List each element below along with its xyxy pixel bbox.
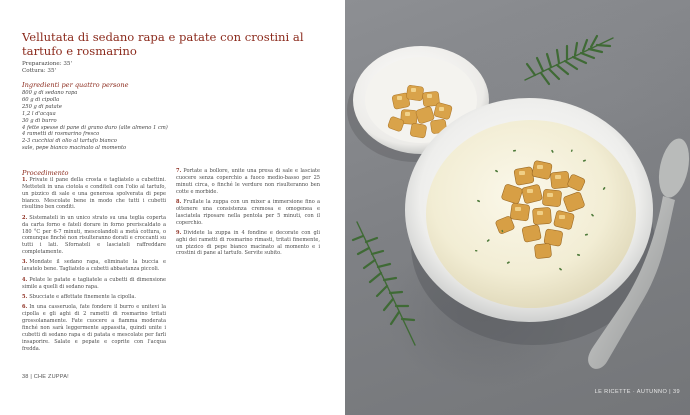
step-number: 4. [22,276,28,283]
ingredients-list [22,90,168,152]
step-text: Frullate la zuppa con un mixer a immersione fino a ottenere una consistenza cremosa e omogenea e lasciatela riposare nella pentola per 5 minuti, con il coperchio. [176,198,320,226]
ingredient-item: 4 fette spesse di pane di grano duro (alte almeno 1 cm) [22,124,168,131]
rosemary-sprig-icon [353,222,415,345]
recipe-times [22,61,72,76]
step-number: 9. [176,229,182,236]
procedure-step [22,304,166,352]
left-page-folio: 38 | CHE ZUPPA! [22,374,69,380]
procedure-step [176,199,320,226]
step-text: Sistemateli in un unico strato su una teglia coperta da carta forno e fateli dorare in forno preriscaldato a 180 °C per 6-7 minuti, mescolandoli a metà cottura, o comunque finché non risulteranno dorati e croccanti su tutti i lati. Sfornateli e lasciateli raffreddare completamente. [22,214,166,256]
procedure-step [22,277,166,291]
procedure-step [176,230,320,257]
ingredient-item: 4 rametti di rosmarino fresco [22,131,100,138]
ingredient-item: 30 g di burro [22,117,57,124]
right-page-photo [345,0,690,415]
ingredient-item: 800 g di sedano rapa [22,90,78,96]
rosemary-sprig-icon [525,36,613,84]
procedure-column-1 [22,177,166,356]
ingredients-heading: Ingredienti per quattro persone [22,81,129,89]
right-page-folio: LE RICETTE · AUTUNNO | 39 [594,389,680,395]
ingredient-item: 60 g di cipolla [22,96,60,103]
recipe-title: Vellutata di sedano rapa e patate con crostini al tartufo e rosmarino [22,30,304,58]
procedure-step [22,259,166,273]
step-text: In una casseruola, fate fondere il burro e unitevi la cipolla e gli aghi di 2 rametti di rosmarino tritati grossolanamente. Fate cuocere a fiamma moderata finché non sarà leggermente appassita, quindi unite i cubetti di sedano rapa e di patata e mescolate per farli insaporire. Salate e pepate e coprite con l'acqua fredda. [22,304,166,352]
step-number: 7. [176,168,182,174]
step-text: Dividete la zuppa in 4 fondine e decorate con gli aghi dei rametti di rosmarino rimasti, tritati finemente, un pizzico di pepe bianco macinato al momento e i crostini di pane al tartufo. Servite subito. [176,229,320,257]
ingredient-item: 2-3 cucchiai di olio al tartufo bianco [22,138,117,145]
step-number: 3. [22,259,28,266]
cook-time: Cottura: 35' [22,68,57,75]
procedure-column-2 [176,168,320,261]
step-number: 8. [176,198,182,205]
step-number: 6. [22,304,28,311]
step-number: 5. [22,294,28,301]
step-text: Mondate il sedano rapa, eliminate la buccia e lavatelo bene. Tagliatelo a cubetti abbastanza piccoli. [22,259,166,273]
ingredient-item: sale, pepe bianco macinato al momento [22,145,127,152]
procedure-step [22,215,166,256]
procedure-step [22,294,166,301]
step-text: Private il pane della crosta e tagliatelo a cubettini. Metteteli in una ciotola e conditeli con l'olio al tartufo, un pizzico di sale e una generosa spolverata di pepe bianco. Mescolate bene in modo che tutti i cubetti risultino ben conditi. [22,177,166,211]
procedure-step [176,168,320,195]
step-text: Pelate le patate e tagliatele a cubetti di dimensione simile a quelli di sedano rapa. [22,276,166,290]
ingredient-item: 250 g di patate [22,103,62,110]
procedure-heading: Procedimento [22,169,69,177]
ingredient-item: 1,2 l d'acqua [22,110,56,117]
prep-time: Preparazione: 35' [22,61,73,67]
soup-photo-illustration [345,0,690,415]
step-text: Portate a bollore, unite una presa di sale e lasciate cuocere senza coperchio a fuoco medio-basso per 25 minuti circa, o finché le verdure non risulteranno ben cotte e morbide. [176,168,320,195]
procedure-step [22,177,166,211]
step-number: 2. [22,214,28,221]
step-number: 1. [22,177,28,183]
step-text: Sbucciate e affettate finemente la cipolla. [29,294,136,301]
